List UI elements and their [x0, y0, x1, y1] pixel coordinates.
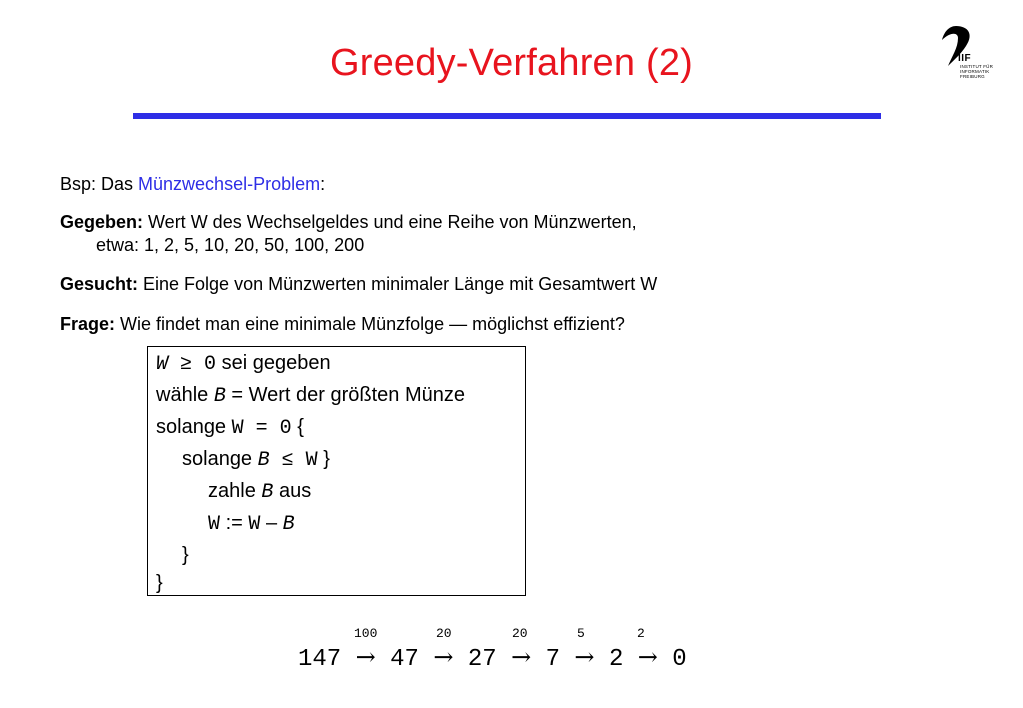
question-text: Wie findet man eine minimale Münzfolge — möglichst effizient? [115, 314, 625, 334]
coin-label-1: 100 [354, 626, 378, 641]
intro-suffix: : [320, 174, 326, 194]
given-label: Gegeben: [60, 212, 144, 232]
algo-text: aus [273, 480, 312, 502]
algo-line-4 [182, 446, 330, 474]
right-arrow-icon: → [355, 643, 376, 671]
var-b: B [213, 385, 226, 408]
seq-value: 27 [467, 646, 497, 673]
question-label: Frage: [60, 314, 116, 334]
sought-label: Gesucht: [60, 274, 139, 294]
algo-line-6 [208, 510, 295, 538]
institute-logo [936, 24, 1000, 84]
seq-value: 0 [672, 646, 687, 673]
sought-text: Eine Folge von Münzwerten minimaler Länge mit Gesamtwert W [138, 274, 658, 294]
logo-line-3: FREIBURG [960, 74, 985, 79]
algo-line-5 [208, 478, 311, 506]
given-example: etwa: 1, 2, 5, 10, 20, 50, 100, 200 [96, 235, 365, 255]
var-b: B [282, 513, 295, 536]
op-minus: – [260, 512, 283, 534]
algo-text: wähle [156, 384, 214, 406]
page-title: Greedy-Verfahren (2) [329, 42, 694, 84]
algo-line-2 [156, 382, 465, 410]
given-line [60, 210, 637, 234]
num-zero: 0 [204, 353, 217, 376]
algo-text: solange [182, 448, 258, 470]
op-eq: = [243, 417, 280, 440]
logo-line-1: INSTITUT FÜR [960, 64, 994, 69]
algo-text: solange [156, 416, 232, 438]
var-b: B [261, 481, 274, 504]
algo-text: sei gegeben [216, 352, 331, 374]
logo-initials: IIF [958, 53, 972, 64]
algo-text: = Wert der größten Münze [225, 384, 466, 406]
var-w: W [305, 449, 318, 472]
coin-label-3: 20 [512, 626, 528, 641]
op-geq: ≥ [168, 353, 205, 376]
right-arrow-icon: → [433, 643, 454, 671]
algo-line-1 [156, 350, 331, 378]
coin-label-2: 20 [436, 626, 452, 641]
seq-value: 147 [298, 646, 342, 673]
change-sequence [298, 642, 687, 675]
var-w: W [156, 353, 169, 376]
right-arrow-icon: → [574, 643, 595, 671]
seq-value: 47 [390, 646, 419, 673]
coin-label-5: 2 [637, 626, 645, 641]
algo-line-8: } [156, 572, 163, 594]
right-arrow-icon: → [637, 643, 658, 671]
op-leq: ≤ [269, 449, 306, 472]
var-b: B [257, 449, 270, 472]
var-w: W [248, 513, 261, 536]
seq-value: 2 [608, 646, 624, 673]
title-underline [133, 113, 881, 119]
algo-line-3 [156, 414, 304, 442]
var-w: W [208, 513, 221, 536]
algo-text: zahle [208, 480, 262, 502]
intro-prefix: Bsp: Das [60, 174, 139, 194]
given-text: Wert W des Wechselgeldes und eine Reihe von Münzwerten, [143, 212, 637, 232]
brace-open: { [291, 416, 304, 438]
op-assign: := [220, 512, 249, 534]
var-w: W [231, 417, 244, 440]
problem-name: Münzwechsel-Problem [138, 174, 321, 194]
coin-label-4: 5 [577, 626, 585, 641]
question-line [60, 312, 625, 336]
logo-line-2: INFORMATIK [960, 69, 990, 74]
seq-value: 7 [545, 646, 561, 673]
logo-caption [960, 64, 993, 79]
brace-close: } [317, 448, 330, 470]
right-arrow-icon: → [511, 643, 532, 671]
algo-line-7: } [182, 544, 189, 566]
num-zero: 0 [279, 417, 292, 440]
sought-line [60, 272, 657, 296]
intro-line [60, 172, 325, 196]
